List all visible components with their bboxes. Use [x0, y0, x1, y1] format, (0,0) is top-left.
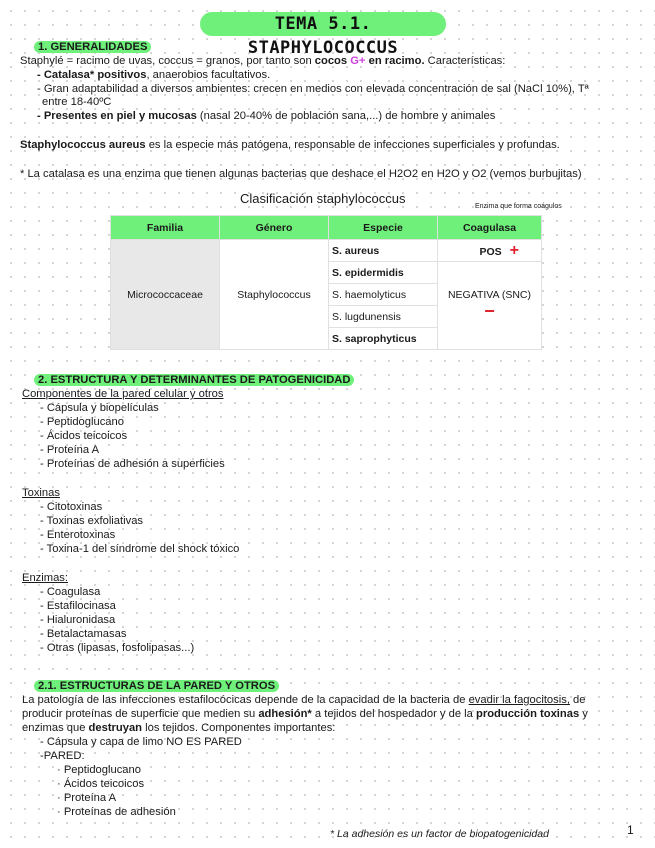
text: , anaerobios facultativos.	[146, 69, 271, 81]
species-lugdunensis: S. lugdunensis	[329, 306, 438, 328]
list-item: - Otras (lipasas, fosfolipasas...)	[40, 642, 195, 654]
header-coagulasa: Coagulasa	[438, 216, 542, 240]
species-haemolyticus: S. haemolyticus	[329, 284, 438, 306]
coag-positive-cell	[438, 240, 542, 262]
header-especie: Especie	[329, 216, 438, 240]
list-item: - Cápsula y biopelículas	[40, 402, 159, 414]
bullet-piel-mucosas	[37, 110, 495, 123]
pared-paragraph-line-2	[22, 708, 588, 721]
classification-table	[110, 215, 542, 350]
aureus-paragraph	[20, 139, 560, 152]
header-genero: Género	[220, 216, 329, 240]
coag-neg-text: NEGATIVA (SNC)	[447, 289, 532, 301]
section-2-1-heading-text: 2.1. ESTRUCTURAS DE LA PARED Y OTROS	[34, 680, 279, 692]
text: enzimas que	[22, 722, 89, 734]
list-item: - Peptidoglucano	[40, 416, 124, 428]
table-caption: Clasificación staphylococcus	[240, 191, 406, 206]
toxinas-title: Toxinas	[22, 487, 60, 499]
list-item: -PARED:	[40, 750, 85, 762]
list-item: - Betalactamasas	[40, 628, 127, 640]
text: de	[569, 694, 586, 706]
list-item: - Proteína A	[40, 444, 100, 456]
text: (nasal 20-40% de población sana,...) de hombre y animales	[196, 110, 496, 122]
list-item: - Citotoxinas	[40, 501, 103, 513]
minus-icon: −	[484, 301, 495, 321]
section-2-1-heading	[34, 680, 279, 693]
racimo-bold: en racimo.	[368, 55, 425, 67]
fagocitosis-underline: evadir la fagocitosis,	[468, 694, 570, 706]
list-item: · Ácidos teicoicos	[57, 778, 145, 790]
enzimas-title: Enzimas:	[22, 572, 69, 584]
list-item: - Ácidos teicoicos	[40, 430, 128, 442]
list-item: · Peptidoglucano	[57, 764, 141, 776]
catalasa-note: * La catalasa es una enzima que tienen algunas bacterias que deshace el H2O2 en H2O y O2 (vemos burbujitas)	[20, 168, 582, 180]
section-1-heading	[34, 41, 151, 54]
species-epidermidis: S. epidermidis	[329, 262, 438, 284]
header-familia: Familia	[111, 216, 220, 240]
text: a tejidos del hospedador y de la	[311, 708, 476, 720]
text: es la especie más patógena, responsable de infecciones superficiales y profundas.	[145, 139, 560, 151]
plus-icon: +	[509, 241, 519, 259]
list-item: - Coagulasa	[40, 586, 101, 598]
pared-paragraph-line-3	[22, 722, 335, 735]
list-item: - Toxinas exfoliativas	[40, 515, 144, 527]
list-item: · Proteínas de adhesión	[57, 806, 176, 818]
bullet-catalasa	[37, 69, 270, 82]
footer-note: * La adhesión es un factor de biopatogenicidad	[330, 828, 549, 840]
componentes-title: Componentes de la pared celular y otros	[22, 388, 224, 400]
bullet-adaptabilidad: - Gran adaptabilidad a diversos ambientes: crecen en medios con elevada concentración de sal (NaCl 10%), Tª	[37, 83, 589, 95]
pared-paragraph-line-1	[22, 694, 586, 707]
coag-negative-cell	[438, 262, 542, 350]
page-title: TEMA 5.1. STAPHYLOCOCCUS	[200, 12, 446, 36]
cocos-bold: cocos	[314, 55, 348, 67]
section-2-heading	[34, 374, 354, 387]
catalasa-bold: - Catalasa* positivos	[37, 69, 147, 81]
table-side-note: Enzima que forma coágulos	[475, 203, 562, 210]
text: Características:	[424, 55, 506, 67]
table-header-row	[111, 216, 542, 240]
text: La patología de las infecciones estafilocócicas depende de la capacidad de la bacteria de	[22, 694, 469, 706]
list-item: - Enterotoxinas	[40, 529, 116, 541]
coag-pos-text: POS	[479, 245, 502, 258]
list-item: - Hialuronidasa	[40, 614, 116, 626]
list-item: · Proteína A	[57, 792, 117, 804]
species-saprophyticus: S. saprophyticus	[329, 328, 438, 350]
bullet-adaptabilidad-cont: entre 18-40ºC	[42, 96, 112, 108]
genero-cell: Staphylococcus	[220, 240, 329, 350]
section-1-heading-text: 1. GENERALIDADES	[34, 41, 151, 53]
adhesion-bold: adhesión*	[258, 708, 312, 720]
text: Staphylé = racimo de uvas, coccus = granos, por tanto son	[20, 55, 315, 67]
list-item: - Estafilocinasa	[40, 600, 116, 612]
text: los tejidos. Componentes importantes:	[142, 722, 336, 734]
list-item: - Cápsula y capa de limo NO ES PARED	[40, 736, 242, 748]
familia-cell: Micrococcaceae	[111, 240, 220, 350]
section-2-heading-text: 2. ESTRUCTURA Y DETERMINANTES DE PATOGENICIDAD	[34, 374, 354, 386]
text: producir proteínas de superficie que medien su	[22, 708, 259, 720]
piel-bold: - Presentes en piel y mucosas	[37, 110, 197, 122]
species-aureus: S. aureus	[329, 240, 438, 262]
list-item: - Toxina-1 del síndrome del shock tóxico	[40, 543, 240, 555]
toxinas-bold: producción toxinas	[476, 708, 580, 720]
text: y	[579, 708, 588, 720]
list-item: - Proteínas de adhesión a superficies	[40, 458, 225, 470]
destruyan-bold: destruyan	[88, 722, 143, 734]
generalidades-line-1	[20, 55, 505, 68]
aureus-bold: Staphylococcus aureus	[20, 139, 146, 151]
table-row	[111, 240, 542, 262]
page-number: 1	[627, 823, 634, 837]
gram-positive: G+	[350, 55, 366, 67]
